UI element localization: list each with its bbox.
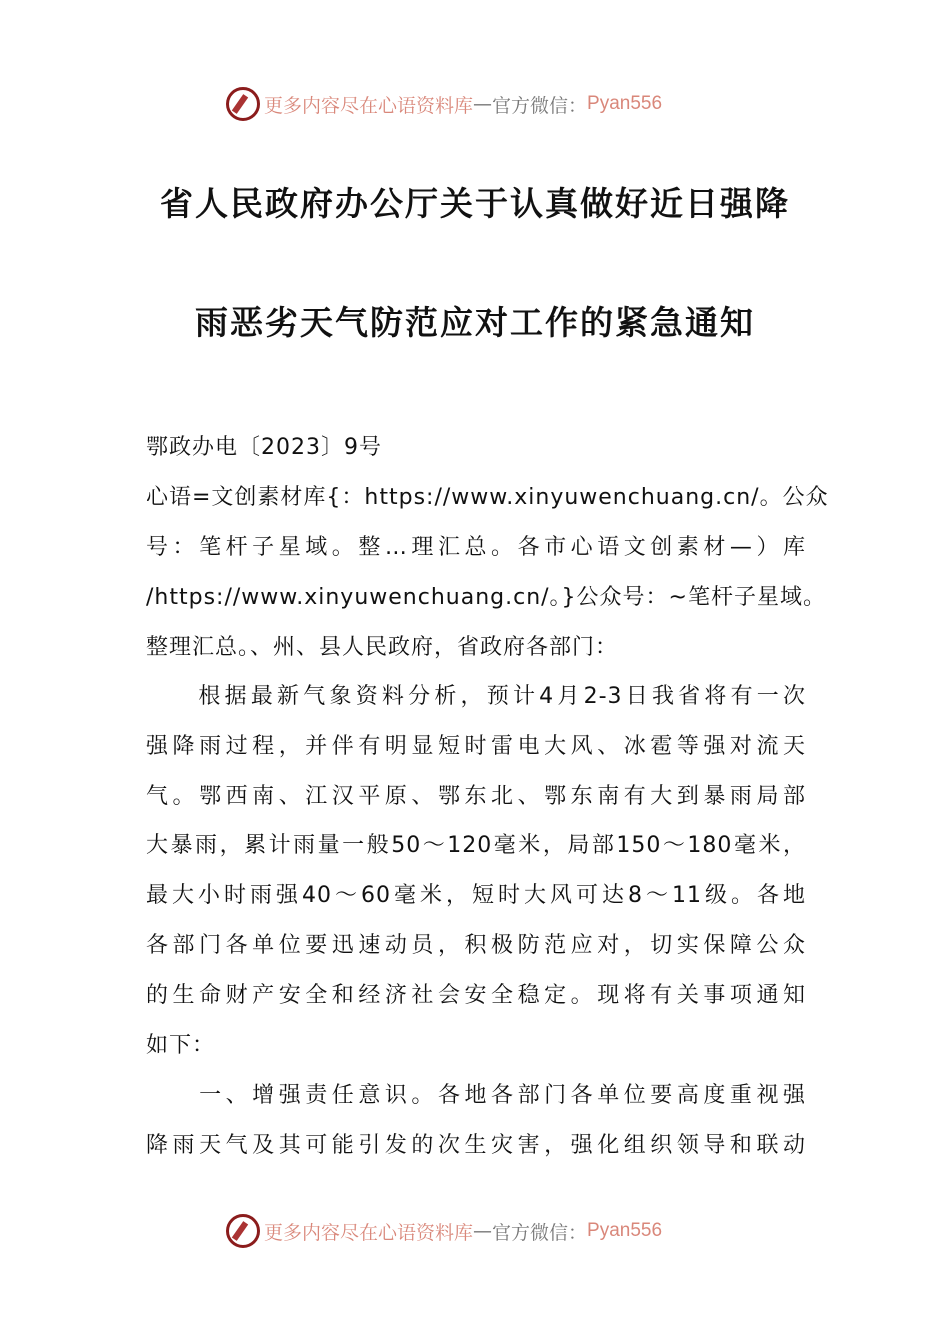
- body-line: 大暴雨，累计雨量一般50～120毫米，局部150～180毫米，: [146, 833, 806, 858]
- pen-logo-icon: [226, 1214, 260, 1248]
- body-line: 强降雨过程，并伴有明显短时雷电大风、冰雹等强对流天: [146, 734, 806, 759]
- body-line: /https://www.xinyuwenchuang.cn/。}公众号：~笔杆子星域。: [146, 585, 826, 610]
- body-line: 各部门各单位要迅速动员，积极防范应对，切实保障公众: [146, 933, 806, 958]
- body-line: 气。鄂西南、江汉平原、鄂东北、鄂东南有大到暴雨局部: [146, 784, 806, 809]
- body-line: 整理汇总。、州、县人民政府，省政府各部门：: [146, 635, 619, 660]
- document-title-line-1: 省人民政府办公厅关于认真做好近日强降: [160, 184, 790, 223]
- document-title-line-2: 雨恶劣天气防范应对工作的紧急通知: [195, 303, 755, 342]
- watermark-footer: [226, 1211, 726, 1251]
- body-line: 一、增强责任意识。各地各部门各单位要高度重视强: [146, 1083, 806, 1108]
- pen-logo-icon: [226, 87, 260, 121]
- watermark-site-text: 更多内容尽在心语资料库: [264, 94, 474, 117]
- body-line: 心语=文创素材库{：https://www.xinyuwenchuang.cn/。公众: [146, 485, 829, 510]
- body-line: 根据最新气象资料分析，预计4月2-3日我省将有一次: [146, 684, 806, 709]
- watermark-dash: —: [473, 1220, 493, 1242]
- document-number: 鄂政办电〔2023〕9号: [146, 435, 382, 460]
- watermark-wechat-label: 官方微信：: [492, 94, 588, 117]
- watermark-dash: —: [473, 93, 493, 115]
- watermark-site-text: 更多内容尽在心语资料库: [264, 1221, 474, 1244]
- watermark-wechat-id: Pyan556: [587, 93, 663, 114]
- watermark-wechat-id: Pyan556: [587, 1220, 663, 1241]
- watermark-wechat-label: 官方微信：: [492, 1221, 588, 1244]
- body-line: 最大小时雨强40～60毫米，短时大风可达8～11级。各地: [146, 883, 806, 908]
- body-line: 号：笔杆子星域。整…理汇总。各市心语文创素材—）库: [146, 535, 806, 560]
- body-line: 如下：: [146, 1033, 216, 1058]
- watermark-header: [226, 84, 726, 124]
- body-line: 降雨天气及其可能引发的次生灾害，强化组织领导和联动: [146, 1133, 806, 1158]
- body-line: 的生命财产安全和经济社会安全稳定。现将有关事项通知: [146, 983, 806, 1008]
